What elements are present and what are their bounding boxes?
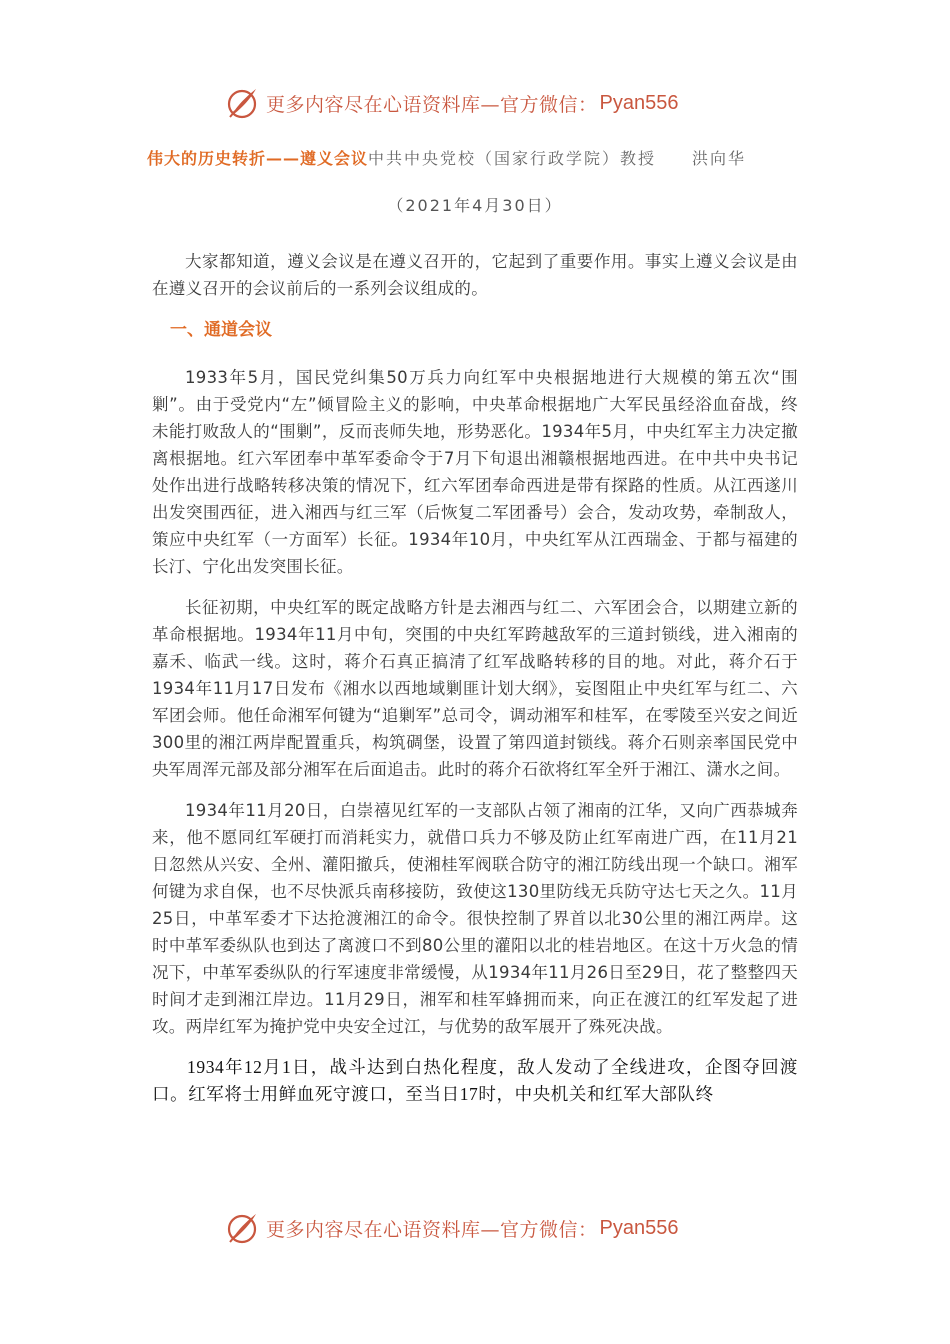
quill-pen-logo-icon (226, 1211, 260, 1245)
article-title-line (147, 146, 807, 172)
article-byline: 中共中央党校（国家行政学院）教授 洪向华 (368, 149, 747, 168)
banner-wechat-handle: Pyan556 (599, 1216, 679, 1239)
article-date: （2021年4月30日） (387, 196, 563, 215)
paragraph: 1934年11月20日，白崇禧见红军的一支部队占领了湘南的江华，又向广西恭城奔来，他不愿同红军硬打而消耗实力，就借口兵力不够及防止红军南进广西，在11月21日忽然从兴安、全州、灌阳撤兵，使湘桂军阀联合防守的湘江防线出现一个缺口。湘军何键为求自保，也不尽快派兵南移接防，致使这130里防线无兵防守达七天之久。11月25日，中革军委才下达抢渡湘江的命令。很快控制了界首以北30公里的湘江两岸。这时中革军委纵队也到达了离渡口不到80公里的灌阳以北的桂岩地区。在这十万火急的情况下，中革军委纵队的行军速度非常缓慢，从1934年11月26日至29日，花了整整四天时间才走到湘江岸边。11月29日，湘军和桂军蜂拥而来，向正在渡江的红军发起了进攻。两岸红军为掩护党中央安全过江，与优势的敌军展开了殊死决战。 (152, 801, 798, 1036)
paragraph: 1934年12月1日，战斗达到白热化程度，敌人发动了全线进攻，企图夺回渡口。红军将士用鲜血死守渡口，至当日17时，中央机关和红军大部队终 (152, 1057, 798, 1104)
article-body (152, 248, 798, 1122)
banner-wechat-handle: Pyan556 (599, 91, 679, 114)
footer-banner (226, 1211, 746, 1245)
paragraph: 1933年5月，国民党纠集50万兵力向红军中央根据地进行大规模的第五次“围剿”。由于受党内“左”倾冒险主义的影响，中央革命根据地广大军民虽经浴血奋战，终未能打败敌人的“围剿”，反而丧师失地，形势恶化。1934年5月，中央红军主力决定撤离根据地。红六军团奉中革军委命令于7月下旬退出湘赣根据地西进。在中共中央书记处作出进行战略转移决策的情况下，红六军团奉命西进是带有探路的性质。从江西遂川出发突围西征，进入湘西与红三军（后恢复二军团番号）会合，发动攻势，牵制敌人，策应中央红军（一方面军）长征。1934年10月，中央红军从江西瑞金、于都与福建的长汀、宁化出发突围长征。 (152, 368, 798, 576)
article-title: 伟大的历史转折——遵义会议 (147, 149, 369, 168)
banner-text: 更多内容尽在心语资料库—官方微信： (266, 1218, 598, 1241)
intro-paragraph: 大家都知道，遵义会议是在遵义召开的，它起到了重要作用。事实上遵义会议是由在遵义召开的会议前后的一系列会议组成的。 (152, 252, 798, 298)
section-heading: 一、通道会议 (170, 320, 272, 340)
quill-pen-logo-icon (226, 86, 260, 120)
banner-text: 更多内容尽在心语资料库—官方微信： (266, 93, 598, 116)
header-banner (226, 86, 746, 120)
paragraph: 长征初期，中央红军的既定战略方针是去湘西与红二、六军团会合，以期建立新的革命根据地。1934年11月中旬，突围的中央红军跨越敌军的三道封锁线，进入湘南的嘉禾、临武一线。这时，蒋介石真正搞清了红军战略转移的目的地。对此，蒋介石于1934年11月17日发布《湘水以西地域剿匪计划大纲》，妄图阻止中央红军与红二、六军团会师。他任命湘军何键为“追剿军”总司令，调动湘军和桂军，在零陵至兴安之间近300里的湘江两岸配置重兵，构筑碉堡，设置了第四道封锁线。蒋介石则亲率国民党中央军周浑元部及部分湘军在后面追击。此时的蒋介石欲将红军全歼于湘江、潇水之间。 (152, 598, 798, 779)
